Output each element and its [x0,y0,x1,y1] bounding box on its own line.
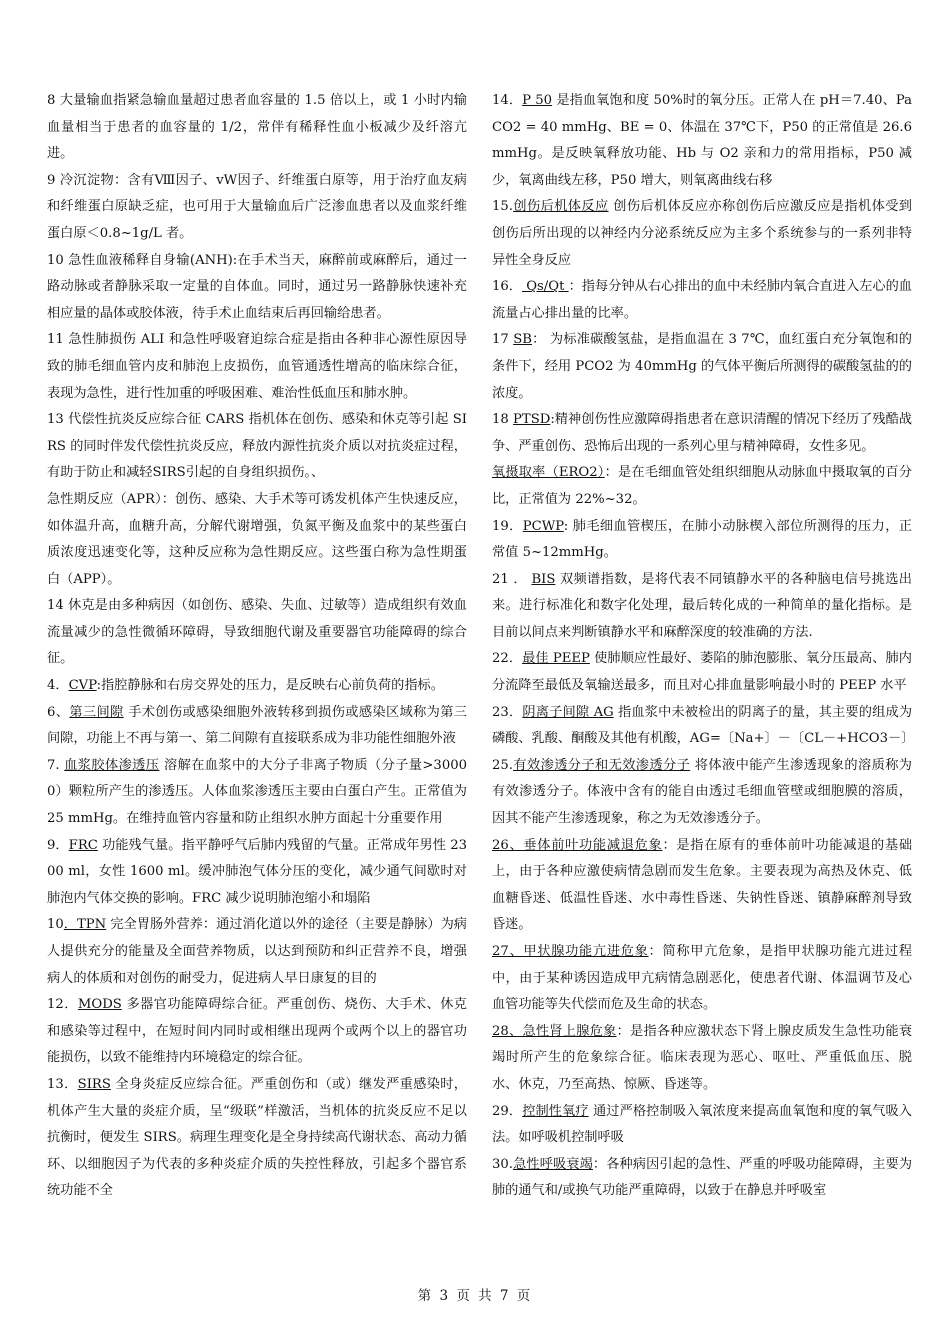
entry-text: ：是在毛细血管处组织细胞从动脉血中摄取氧的百分比，正常值为 22%~32。 [492,465,912,507]
entry-text: :指腔静脉和右房交界处的压力，是反映右心前负荷的指标。 [96,678,444,694]
entry-paragraph [47,700,467,753]
entry-text: 功能残气量。指平静呼气后肺内残留的气量。正常成年男性 2300 ml，女性 1600 ml。缓冲肺泡气体分压的变化，减少通气间歇时对肺泡内气体交换的影响。FRC 减少说明肺泡缩小和塌陷 [47,837,468,906]
entry-text: 使肺顺应性最好、萎陷的肺泡膨胀、氧分压最高、肺内分流降至最低及氧输送最多，而且对心排血量影响最小时的 PEEP 水平 [492,651,912,694]
entry-paragraph [47,248,467,328]
entry-text: 9 冷沉淀物：含有Ⅷ因子、vW因子、纤维蛋白原等，用于治疗血友病和纤维蛋白原缺乏症，也可用于大量输血后广泛渗血患者以及血浆纤维蛋白原＜0.8~1g/L 者。 [47,172,467,241]
entry-term: 急性呼吸衰竭 [512,1156,593,1172]
entry-text: 将体液中能产生渗透现象的溶质称为有效渗透分子。体液中含有的能自由透过毛细血管壁或细胞膜的溶质，因其不能产生渗透现象，称之为无效渗透分子。 [492,757,912,827]
entry-text: ：简称甲亢危象，是指甲状腺功能亢进过程中，由于某种诱因造成甲亢病情急剧恶化，使患者代谢、体温调节及心血管功能等失代偿而危及生命的状态。 [492,944,913,1013]
entry-term: SB [513,332,532,348]
entry-number: 19． [492,518,523,534]
entry-term: PCWP [522,518,564,534]
entry-paragraph [492,833,912,939]
entry-text: ：是指各种应激状态下肾上腺皮质发生急性功能衰竭时所产生的危象综合征。临床表现为恶心、呕吐、严重低血压、脱水、休克，乃至高热、惊厥、昏迷等。 [492,1023,913,1092]
entry-text: 急性期反应（APR）：创伤、感染、大手术等可诱发机体产生快速反应，如体温升高，血糖升高，分解代谢增强，负氮平衡及血浆中的某些蛋白质浓度迅速变化等，这种反应称为急性期反应。这些蛋白称为急性期蛋白（APP）。 [47,491,467,587]
entry-term: 氧摄取率（ERO2） [492,465,605,481]
left-column [47,88,467,1205]
entry-text: 多器官功能障碍综合征。严重创伤、烧伤、大手术、休克和感染等过程中，在短时间内同时或相继出现两个或两个以上的器官功能损伤，以致不能维持内环境稳定的综合征。 [47,997,467,1066]
entry-text: 溶解在血浆中的大分子非离子物质（分子量>30000）颗粒所产生的渗透压。人体血浆渗透压主要由白蛋白产生。正常值为 25 mmHg。在维持血管内容量和防止组织水肿方面起十分重要作用 [47,757,467,827]
entry-term: MODS [77,997,122,1013]
entry-paragraph [492,514,912,567]
entry-paragraph [492,194,912,274]
entry-paragraph [492,646,912,699]
entry-term: 28、急性肾上腺危象 [492,1023,617,1039]
entry-term: 27、甲状腺功能亢进危象 [492,944,649,959]
entry-term: SIRS [77,1076,111,1092]
entry-number: 25. [492,757,513,773]
entry-term: 最佳 PEEP [522,651,590,667]
entry-term: P 50 [522,93,553,108]
entry-paragraph [492,327,912,407]
entry-text: 13 代偿性抗炎反应综合征 CARS 指机体在创伤、感染和休克等引起 SIRS 的同时伴发代偿性抗炎反应，释放内源性抗炎介质以对抗炎症过程，有助于防止和减轻SIRS引起的自身组织损伤。、 [47,412,467,481]
entry-paragraph [47,327,467,407]
right-column [492,88,915,1205]
entry-number: 7. [47,757,65,773]
entry-paragraph [47,168,467,248]
entry-paragraph [47,407,467,487]
entry-paragraph [492,88,912,194]
entry-text: 14 休克是由多种病因（如创伤、感染、失血、过敏等）造成组织有效血流量减少的急性微循环障碍，导致细胞代谢及重要器官功能障碍的综合征。 [47,598,467,667]
entry-paragraph [47,593,467,673]
entry-text: 完全胃肠外营养：通过消化道以外的途径（主要是静脉）为病人提供充分的能量及全面营养物质，以达到预防和纠正营养不良，增强病人的体质和对创伤的耐受力，促进病人早日康复的目的 [47,917,467,986]
entry-paragraph [492,407,912,460]
entry-paragraph [492,939,912,1019]
entry-paragraph [47,912,467,992]
entry-paragraph [492,1099,912,1152]
entry-text: ：指每分钟从右心排出的血中未经肺内氧合直进入左心的血流量占心排出量的比率。 [492,279,912,321]
entry-text: 指血浆中未被检出的阴离子的量，其主要的组成为磷酸、乳酸、酮酸及其他有机酸，AG=〔Na+〕－〔CL－+HCO3－〕 [492,704,915,747]
entry-paragraph [47,88,467,168]
entry-text: ：各种病因引起的急性、严重的呼吸功能障碍，主要为肺的通气和/或换气功能严重障碍，以致于在静息并呼吸室 [492,1156,913,1199]
entry-number: 10 [47,917,64,933]
entry-paragraph [492,753,912,833]
entry-number: 4． [47,678,69,694]
entry-term: CVP [68,678,97,694]
entry-number: 12． [47,997,78,1013]
entry-number: 9． [47,837,69,853]
entry-text: 创伤后机体反应亦称创伤后应激反应是指机体受到创伤后所出现的以神经内分泌系统反应为主多个系统参与的一系列非特异性全身反应 [492,199,912,268]
entry-term: PTSD [513,412,551,428]
entry-term: 26、垂体前叶功能减退危象 [492,837,663,853]
entry-paragraph [47,1072,467,1205]
entry-paragraph [47,992,467,1072]
entry-paragraph [492,567,912,647]
entry-number: 30. [492,1156,513,1172]
entry-text: :精神创伤性应激障碍指患者在意识清醒的情况下经历了残酷战争、严重创伤、恐怖后出现的一系列心里与精神障碍，女性多见。 [492,412,912,454]
entry-text: 通过严格控制吸入氧浓度来提高血氧饱和度的氧气吸入法。如呼吸机控制呼吸 [492,1103,912,1146]
entry-text: 8 大量输血指紧急输血量超过患者血容量的 1.5 倍以上，或 1 小时内输血量相当于患者的血容量的 1/2，常伴有稀释性血小板减少及纤溶亢进。 [47,93,467,162]
entry-number: 29． [492,1103,523,1119]
entry-term: 阴离子间隙 AG [522,704,614,720]
entry-number: 16． [492,279,523,295]
entry-number: 15. [492,199,513,215]
entry-number: 22． [492,651,523,667]
entry-term: FRC [68,837,98,853]
entry-paragraph [492,1019,912,1099]
entry-term: 控制性氧疗 [522,1103,589,1119]
entry-paragraph [492,700,915,753]
entry-number: 18 [492,412,514,428]
entry-number: 23． [492,704,523,720]
entry-paragraph [492,1152,912,1205]
entry-text: 全身炎症反应综合征。严重创伤和（或）继发严重感染时，机体产生大量的炎症介质，呈“级联”样激活，当机体的抗炎反应不足以抗衡时，便发生 SIRS。病理生理变化是全身持续高代谢状态、高动力循环、以细胞因子为代表的多种炎症介质的失控性释放，引起多个器官系统功能不全 [47,1076,467,1199]
entry-paragraph [492,460,912,513]
entry-text: ：是指在原有的垂体前叶功能减退的基础上，由于各种应激使病情急剧而发生危象。主要表现为高热及休克、低血糖昏迷、低温性昏迷、水中毒性昏迷、失钠性昏迷、镇静麻醉剂导致昏迷。 [492,837,913,933]
entry-paragraph [47,833,467,913]
entry-number: 6、 [47,704,70,720]
entry-paragraph [47,673,467,700]
entry-number: 13． [47,1076,78,1092]
entry-text: : 肺毛细血管楔压，在肺小动脉楔入部位所测得的压力，正常值 5~12mmHg。 [492,518,913,561]
entry-term: 创伤后机体反应 [512,199,609,215]
entry-text: 手术创伤或感染细胞外液转移到损伤或感染区域称为第三间隙，功能上不再与第一、第二间隙有直接联系成为非功能性细胞外液 [47,704,468,747]
entry-term: 第三间隙 [69,704,124,720]
entry-term: ．TPN [63,917,107,933]
entry-term: BIS [531,571,556,587]
entry-term: Qs/Qt [522,279,569,295]
entry-number: 14． [492,93,523,108]
entry-term: 有效渗透分子和无效渗透分子 [512,757,691,773]
entry-paragraph [492,274,912,327]
entry-text: 11 急性肺损伤 ALI 和急性呼吸窘迫综合症是指由各种非心源性原因导致的肺毛细血管内皮和肺泡上皮损伤，血管通透性增高的临床综合征，表现为急性，进行性加重的呼吸困难、难治性低血压和肺水肿。 [47,332,467,401]
entry-paragraph [47,487,467,593]
entry-text: 双频谱指数，是将代表不同镇静水平的各种脑电信号挑选出来。进行标准化和数字化处理，最后转化成的一种简单的量化指标。是目前以间点来判断镇静水平和麻醉深度的较准确的方法. [492,571,912,640]
entry-number: 17 [492,332,514,348]
entry-paragraph [47,753,467,833]
entry-text: 10 急性血液稀释自身输(ANH):在手术当天，麻醉前或麻醉后，通过一路动脉或者静脉采取一定量的自体血。同时，通过另一路静脉快速补充相应量的晶体或胶体液，待手术止血结束后再回输给患者。 [47,252,467,321]
page-footer: 第 3 页 共 7 页 [417,1288,533,1304]
entry-text: ： 为标准碳酸氢盐，是指血温在 3 7℃，血红蛋白充分氧饱和的条件下，经用 PCO2 为 40mmHg 的气体平衡后所测得的碳酸氢盐的的浓度。 [492,332,912,401]
entry-term: 血浆胶体渗透压 [64,757,160,773]
entry-number: 21 ． [492,571,532,587]
entry-text: 是指血氧饱和度 50%时的氧分压。正常人在 pH＝7.40、PaCO2 = 40 mmHg、BE = 0、体温在 37℃下，P50 的正常值是 26.6 mmHg。是反映氧释放功能、Hb 与 O2 亲和力的常用指标，P50 减少，氧离曲线左移，P50 增大，则氧离曲线右移 [492,93,912,188]
